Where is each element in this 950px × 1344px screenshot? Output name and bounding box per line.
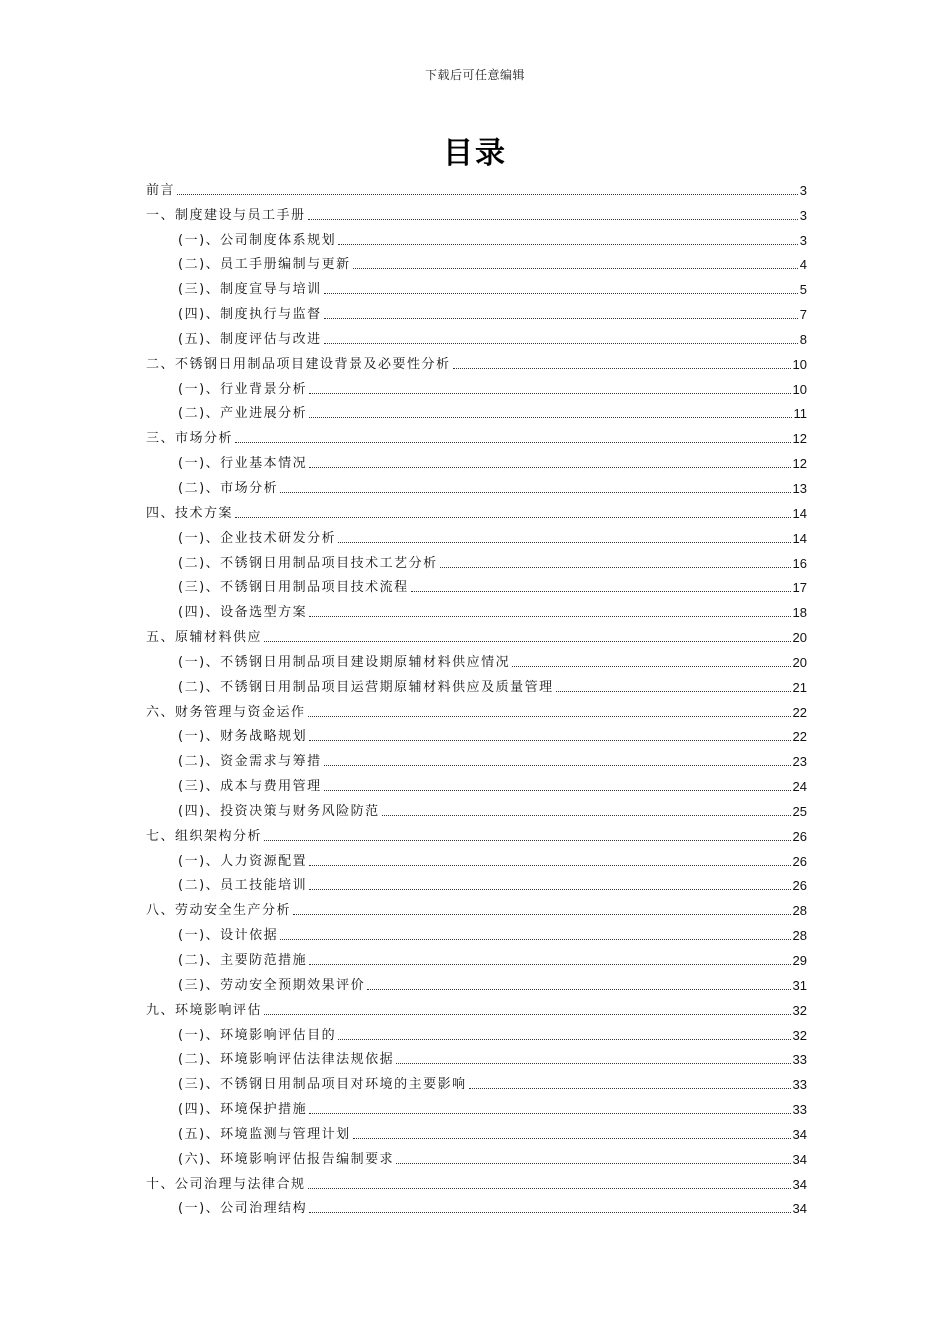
- toc-subsection-entry[interactable]: [146, 770, 807, 795]
- toc-entry-page-number: 26: [792, 828, 807, 844]
- toc-section-entry[interactable]: [146, 894, 807, 919]
- toc-dot-leader: [353, 268, 798, 269]
- toc-entry-label: 三、市场分析: [146, 431, 234, 447]
- toc-subsection-entry[interactable]: [146, 398, 807, 423]
- toc-entry-label: (四)、设备选型方案: [178, 605, 308, 621]
- toc-entry-page-number: 10: [792, 356, 807, 372]
- toc-entry-page-number: 18: [792, 605, 807, 621]
- toc-dot-leader: [309, 393, 790, 394]
- toc-entry-page-number: 33: [792, 1077, 807, 1093]
- toc-entry-label: (二)、主要防范措施: [178, 953, 308, 968]
- toc-entry-label: (一)、公司制度体系规划: [178, 232, 337, 248]
- toc-subsection-entry[interactable]: [146, 671, 807, 696]
- toc-entry-page-number: 5: [799, 282, 807, 298]
- toc-entry-label: (四)、投资决策与财务风险防范: [178, 803, 380, 819]
- toc-dot-leader: [264, 641, 791, 642]
- toc-entry-page-number: 26: [792, 853, 807, 869]
- toc-entry-page-number: 24: [792, 779, 807, 795]
- toc-dot-leader: [309, 616, 790, 617]
- toc-entry-page-number: 14: [792, 505, 807, 521]
- toc-entry-page-number: 16: [792, 555, 807, 571]
- toc-dot-leader: [556, 691, 791, 692]
- toc-section-entry[interactable]: [146, 497, 807, 522]
- toc-entry-page-number: 28: [792, 903, 807, 919]
- toc-subsection-entry[interactable]: [146, 1193, 807, 1218]
- toc-entry-page-number: 13: [792, 480, 807, 496]
- toc-subsection-entry[interactable]: [146, 944, 807, 969]
- toc-section-entry[interactable]: [146, 820, 807, 845]
- toc-entry-page-number: 11: [793, 406, 807, 422]
- toc-section-entry[interactable]: [146, 621, 807, 646]
- toc-subsection-entry[interactable]: [146, 373, 807, 398]
- toc-dot-leader: [324, 765, 791, 766]
- toc-entry-label: (一)、行业基本情况: [178, 456, 308, 472]
- toc-entry-label: (二)、不锈钢日用制品项目技术工艺分析: [178, 555, 438, 571]
- toc-subsection-entry[interactable]: [146, 1093, 807, 1118]
- toc-dot-leader: [411, 591, 791, 592]
- toc-entry-page-number: 14: [792, 530, 807, 546]
- toc-subsection-entry[interactable]: [146, 845, 807, 870]
- toc-subsection-entry[interactable]: [146, 646, 807, 671]
- toc-entry-label: (一)、公司治理结构: [178, 1201, 308, 1217]
- toc-dot-leader: [309, 889, 790, 890]
- toc-entry-page-number: 10: [792, 381, 807, 397]
- toc-entry-page-number: 33: [792, 1102, 807, 1118]
- toc-subsection-entry[interactable]: [146, 572, 807, 597]
- toc-entry-label: (二)、市场分析: [178, 480, 279, 496]
- toc-dot-leader: [338, 244, 798, 245]
- toc-dot-leader: [512, 666, 790, 667]
- toc-entry-label: (二)、员工手册编制与更新: [178, 257, 351, 273]
- toc-entry-page-number: 34: [792, 1126, 807, 1142]
- table-of-contents: [146, 174, 807, 1217]
- toc-section-entry[interactable]: [146, 348, 807, 373]
- toc-entry-label: (一)、行业背景分析: [178, 381, 308, 397]
- toc-entry-page-number: 3: [799, 207, 807, 223]
- toc-subsection-entry[interactable]: [146, 249, 807, 274]
- toc-subsection-entry[interactable]: [146, 224, 807, 249]
- toc-dot-leader: [338, 1039, 790, 1040]
- toc-entry-page-number: 21: [792, 679, 807, 695]
- toc-subsection-entry[interactable]: [146, 1143, 807, 1168]
- toc-dot-leader: [469, 1088, 791, 1089]
- toc-subsection-entry[interactable]: [146, 969, 807, 994]
- toc-section-entry[interactable]: [146, 174, 807, 199]
- toc-entry-page-number: 22: [792, 729, 807, 745]
- toc-dot-leader: [338, 542, 790, 543]
- toc-entry-page-number: 26: [792, 878, 807, 894]
- toc-entry-label: (一)、环境影响评估目的: [178, 1027, 337, 1043]
- toc-dot-leader: [264, 1014, 791, 1015]
- toc-section-entry[interactable]: [146, 994, 807, 1019]
- toc-subsection-entry[interactable]: [146, 795, 807, 820]
- toc-entry-page-number: 34: [792, 1151, 807, 1167]
- toc-subsection-entry[interactable]: [146, 1068, 807, 1093]
- toc-entry-label: (三)、不锈钢日用制品项目对环境的主要影响: [178, 1077, 467, 1093]
- toc-dot-leader: [309, 1212, 790, 1213]
- toc-subsection-entry[interactable]: [146, 298, 807, 323]
- toc-dot-leader: [353, 1138, 791, 1139]
- toc-dot-leader: [453, 368, 791, 369]
- toc-dot-leader: [396, 1163, 790, 1164]
- toc-entry-page-number: 28: [792, 928, 807, 944]
- toc-subsection-entry[interactable]: [146, 596, 807, 621]
- toc-dot-leader: [177, 194, 798, 195]
- toc-dot-leader: [324, 318, 798, 319]
- toc-entry-page-number: 3: [799, 232, 807, 248]
- toc-entry-label: 七、组织架构分析: [146, 828, 263, 844]
- toc-entry-page-number: 31: [792, 977, 807, 993]
- toc-dot-leader: [308, 219, 798, 220]
- toc-entry-label: (一)、财务战略规划: [178, 729, 308, 745]
- toc-entry-page-number: 12: [792, 456, 807, 472]
- toc-entry-page-number: 3: [799, 182, 807, 198]
- toc-entry-page-number: 23: [792, 754, 807, 770]
- toc-entry-label: (三)、不锈钢日用制品项目技术流程: [178, 580, 409, 596]
- toc-dot-leader: [280, 492, 790, 493]
- toc-subsection-entry[interactable]: [146, 522, 807, 547]
- toc-dot-leader: [264, 840, 791, 841]
- toc-entry-label: (一)、企业技术研发分析: [178, 530, 337, 546]
- toc-dot-leader: [293, 914, 791, 915]
- toc-entry-label: 六、财务管理与资金运作: [146, 704, 306, 720]
- toc-dot-leader: [324, 293, 798, 294]
- toc-entry-label: (四)、环境保护措施: [178, 1102, 308, 1118]
- toc-subsection-entry[interactable]: [146, 547, 807, 572]
- header-note: 下载后可任意编辑: [424, 68, 525, 82]
- toc-entry-page-number: 17: [792, 580, 807, 596]
- toc-dot-leader: [308, 716, 791, 717]
- toc-dot-leader: [235, 517, 791, 518]
- toc-subsection-entry[interactable]: [146, 472, 807, 497]
- toc-entry-page-number: 22: [792, 704, 807, 720]
- toc-entry-label: (五)、环境监测与管理计划: [178, 1126, 351, 1142]
- toc-dot-leader: [309, 865, 790, 866]
- toc-dot-leader: [235, 442, 791, 443]
- toc-entry-page-number: 4: [799, 257, 807, 273]
- toc-entry-label: (五)、制度评估与改进: [178, 331, 322, 347]
- toc-subsection-entry[interactable]: [146, 273, 807, 298]
- toc-entry-page-number: 32: [792, 1002, 807, 1018]
- toc-dot-leader: [308, 1188, 791, 1189]
- toc-dot-leader: [324, 790, 791, 791]
- toc-subsection-entry[interactable]: [146, 323, 807, 348]
- toc-subsection-entry[interactable]: [146, 919, 807, 944]
- toc-entry-label: (二)、员工技能培训: [178, 878, 308, 894]
- toc-entry-label: 五、原辅材料供应: [146, 630, 263, 646]
- toc-entry-label: 四、技术方案: [146, 505, 234, 521]
- toc-subsection-entry[interactable]: [146, 1118, 807, 1143]
- toc-entry-label: 十、公司治理与法律合规: [146, 1176, 306, 1192]
- toc-entry-label: 九、环境影响评估: [146, 1002, 263, 1018]
- toc-entry-page-number: 32: [792, 1027, 807, 1043]
- toc-entry-page-number: 34: [792, 1176, 807, 1192]
- toc-entry-page-number: 20: [792, 654, 807, 670]
- toc-entry-page-number: 33: [792, 1052, 807, 1068]
- toc-entry-label: (一)、不锈钢日用制品项目建设期原辅材料供应情况: [178, 654, 511, 670]
- toc-subsection-entry[interactable]: [146, 1044, 807, 1069]
- toc-subsection-entry[interactable]: [146, 870, 807, 895]
- toc-title: 目录: [443, 136, 507, 171]
- toc-entry-label: (三)、制度宣导与培训: [178, 282, 322, 298]
- toc-subsection-entry[interactable]: [146, 745, 807, 770]
- toc-entry-page-number: 8: [799, 331, 807, 347]
- toc-dot-leader: [324, 343, 798, 344]
- toc-entry-label: 八、劳动安全生产分析: [146, 903, 292, 919]
- toc-subsection-entry[interactable]: [146, 447, 807, 472]
- toc-entry-label: (二)、产业进展分析: [178, 406, 308, 422]
- toc-entry-label: (二)、环境影响评估法律法规依据: [178, 1052, 395, 1068]
- toc-dot-leader: [309, 1113, 790, 1114]
- toc-entry-page-number: 20: [792, 630, 807, 646]
- toc-dot-leader: [309, 964, 790, 965]
- toc-section-entry[interactable]: [146, 1168, 807, 1193]
- toc-dot-leader: [309, 467, 790, 468]
- toc-dot-leader: [396, 1063, 790, 1064]
- toc-entry-label: 一、制度建设与员工手册: [146, 207, 306, 223]
- toc-dot-leader: [367, 989, 790, 990]
- toc-section-entry[interactable]: [146, 696, 807, 721]
- toc-section-entry[interactable]: [146, 422, 807, 447]
- toc-entry-label: (六)、环境影响评估报告编制要求: [178, 1151, 395, 1167]
- toc-dot-leader: [382, 815, 791, 816]
- toc-entry-label: (一)、人力资源配置: [178, 853, 308, 869]
- toc-entry-page-number: 25: [792, 803, 807, 819]
- toc-entry-label: (二)、不锈钢日用制品项目运营期原辅材料供应及质量管理: [178, 679, 554, 695]
- toc-entry-label: (一)、设计依据: [178, 928, 279, 944]
- toc-entry-page-number: 12: [792, 431, 807, 447]
- toc-entry-label: 前言: [146, 182, 176, 198]
- toc-entry-label: (三)、成本与费用管理: [178, 779, 322, 795]
- toc-subsection-entry[interactable]: [146, 721, 807, 746]
- toc-entry-page-number: 7: [799, 307, 807, 323]
- toc-dot-leader: [440, 567, 791, 568]
- toc-dot-leader: [280, 939, 790, 940]
- toc-dot-leader: [309, 740, 790, 741]
- toc-entry-label: (四)、制度执行与监督: [178, 307, 322, 323]
- toc-entry-page-number: 29: [792, 953, 807, 968]
- toc-entry-label: (三)、劳动安全预期效果评价: [178, 977, 366, 993]
- toc-entry-page-number: 34: [792, 1201, 807, 1217]
- toc-section-entry[interactable]: [146, 199, 807, 224]
- toc-dot-leader: [309, 417, 791, 418]
- toc-entry-label: (二)、资金需求与筹措: [178, 754, 322, 770]
- toc-subsection-entry[interactable]: [146, 1019, 807, 1044]
- toc-entry-label: 二、不锈钢日用制品项目建设背景及必要性分析: [146, 356, 451, 372]
